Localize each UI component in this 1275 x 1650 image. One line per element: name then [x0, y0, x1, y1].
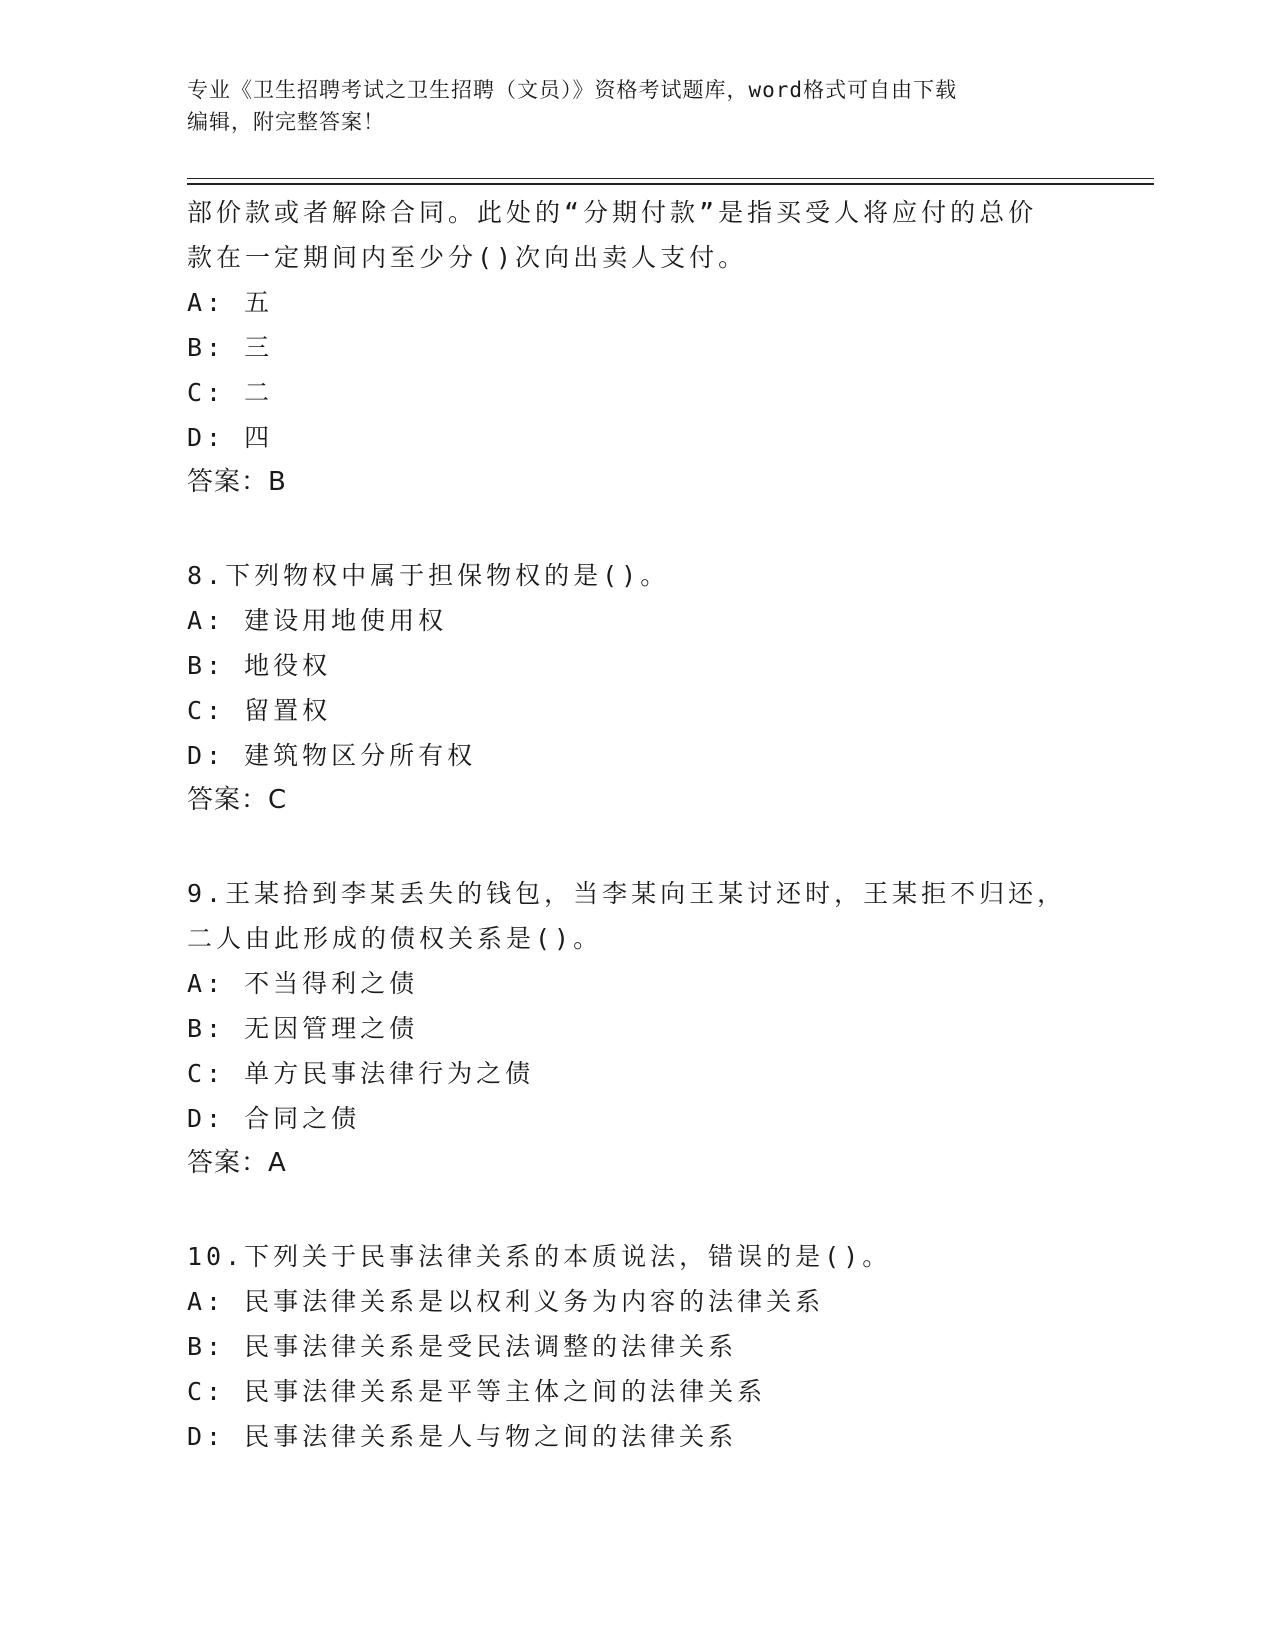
option-a: [187, 961, 1087, 1006]
option-label: B:: [187, 1332, 226, 1361]
option-text: 民事法律关系是以权利义务为内容的法律关系: [244, 1287, 825, 1316]
option-d: [187, 415, 1087, 460]
answer: 答案：B: [187, 467, 287, 497]
option-a: [187, 280, 1087, 325]
option-text: 无因管理之债: [244, 1014, 419, 1043]
question-content: [187, 190, 1087, 1459]
option-label: B:: [187, 1014, 226, 1043]
question-text-line: 8.下列物权中属于担保物权的是()。: [187, 561, 670, 590]
question-8: [187, 553, 1087, 823]
question-text-line: 10.下列关于民事法律关系的本质说法，错误的是()。: [187, 1242, 892, 1271]
option-text: 建筑物区分所有权: [244, 741, 477, 770]
option-c: [187, 370, 1087, 415]
option-label: D:: [187, 423, 226, 452]
option-d: [187, 1096, 1087, 1141]
option-text: 四: [244, 423, 274, 452]
option-a: [187, 598, 1087, 643]
option-label: C:: [187, 696, 226, 725]
option-text: 合同之债: [244, 1104, 361, 1133]
header-line-1: 专业《卫生招聘考试之卫生招聘（文员）》资格考试题库，word格式可自由下载: [187, 78, 958, 102]
document-header: [187, 74, 1067, 138]
option-d: [187, 733, 1087, 778]
option-d: [187, 1414, 1087, 1459]
option-label: B:: [187, 333, 226, 362]
option-label: A:: [187, 288, 226, 317]
answer: 答案：A: [187, 1148, 287, 1178]
option-label: A:: [187, 969, 226, 998]
option-text: 民事法律关系是平等主体之间的法律关系: [244, 1377, 767, 1406]
question-10: [187, 1234, 1087, 1459]
option-label: C:: [187, 1059, 226, 1088]
option-label: C:: [187, 378, 226, 407]
option-b: [187, 1006, 1087, 1051]
option-text: 五: [244, 288, 274, 317]
question-9: [187, 871, 1087, 1186]
option-label: A:: [187, 1287, 226, 1316]
option-b: [187, 1324, 1087, 1369]
header-divider-thin: [187, 178, 1154, 179]
option-c: [187, 1369, 1087, 1414]
question-text-line: 9.王某拾到李某丢失的钱包，当李某向王某讨还时，王某拒不归还，: [187, 879, 1067, 908]
option-text: 地役权: [244, 651, 332, 680]
question-text-line: 款在一定期间内至少分()次向出卖人支付。: [187, 243, 748, 272]
option-label: D:: [187, 1422, 226, 1451]
option-text: 建设用地使用权: [244, 606, 448, 635]
option-a: [187, 1279, 1087, 1324]
question-7-continuation: [187, 190, 1087, 505]
option-text: 单方民事法律行为之债: [244, 1059, 535, 1088]
option-label: C:: [187, 1377, 226, 1406]
option-text: 二: [244, 378, 274, 407]
option-text: 留置权: [244, 696, 332, 725]
option-text: 民事法律关系是受民法调整的法律关系: [244, 1332, 738, 1361]
header-divider-thick: [187, 183, 1154, 185]
option-text: 三: [244, 333, 274, 362]
header-line-2: 编辑，附完整答案！: [187, 110, 385, 134]
answer: 答案：C: [187, 785, 288, 815]
option-b: [187, 643, 1087, 688]
option-c: [187, 1051, 1087, 1096]
question-text-line: 部价款或者解除合同。此处的“分期付款”是指买受人将应付的总价: [187, 198, 1038, 227]
option-label: A:: [187, 606, 226, 635]
option-b: [187, 325, 1087, 370]
question-text-line: 二人由此形成的债权关系是()。: [187, 924, 603, 953]
option-text: 不当得利之债: [244, 969, 419, 998]
option-label: D:: [187, 1104, 226, 1133]
option-label: D:: [187, 741, 226, 770]
option-text: 民事法律关系是人与物之间的法律关系: [244, 1422, 738, 1451]
option-label: B:: [187, 651, 226, 680]
option-c: [187, 688, 1087, 733]
